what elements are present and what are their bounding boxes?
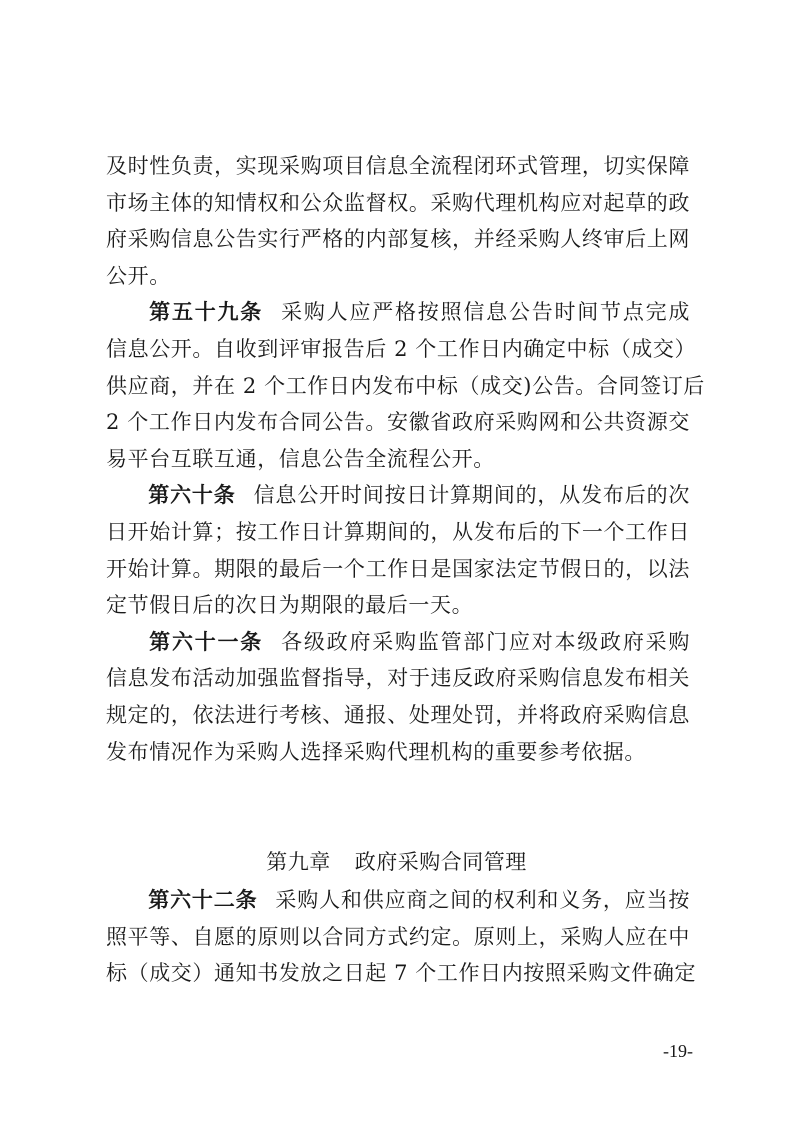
text-line: 标（成交）通知书发放之日起 7 个工作日内按照采购文件确定	[106, 961, 697, 986]
text-line: 采购人和供应商之间的权利和义务，应当按	[275, 888, 690, 912]
text-line: 日开始计算；按工作日计算期间的，从发布后的下一个工作日	[106, 519, 690, 544]
paragraph-intro	[106, 148, 690, 294]
text-line: 开始计算。期限的最后一个工作日是国家法定节假日的，以法	[106, 556, 690, 581]
text-line: 及时性负责，实现采购项目信息全流程闭环式管理，切实保障	[106, 154, 690, 178]
text-line: 发布情况作为采购人选择采购代理机构的重要参考依据。	[106, 739, 646, 764]
text-line: 易平台互联互通，信息公告全流程公开。	[106, 446, 495, 471]
chapter-heading	[0, 846, 793, 876]
article-60	[106, 477, 690, 623]
chapter-number: 第九章	[266, 850, 331, 874]
text-line: 照平等、自愿的原则以合同方式约定。原则上，采购人应在中	[106, 924, 690, 949]
text-line: 公开。	[106, 263, 171, 288]
body-text-upper	[106, 148, 705, 770]
article-62	[106, 882, 697, 992]
text-line: 信息公开时间按日计算期间的，从发布后的次	[253, 483, 691, 508]
text-line: 规定的，依法进行考核、通报、处理处罚，并将政府采购信息	[106, 702, 690, 727]
article-heading: 第六十一条	[148, 628, 264, 654]
article-heading: 第六十二条	[148, 887, 258, 912]
page-number: -19-	[663, 1041, 693, 1061]
article-heading: 第六十条	[148, 482, 236, 508]
text-line: 定节假日后的次日为期限的最后一天。	[106, 593, 474, 618]
text-line: 各级政府采购监管部门应对本级政府采购	[281, 629, 690, 654]
text-line: 采购人应严格按照信息公告时间节点完成	[281, 300, 690, 325]
article-heading: 第五十九条	[148, 299, 264, 325]
article-61	[106, 624, 690, 770]
text-line: 供应商，并在 2 个工作日内发布中标（成交)公告。合同签订后	[106, 373, 705, 398]
text-line: 府采购信息公告实行严格的内部复核，并经采购人终审后上网	[106, 227, 690, 252]
text-line: 2 个工作日内发布合同公告。安徽省政府采购网和公共资源交	[106, 410, 690, 435]
text-line: 信息发布活动加强监督指导，对于违反政府采购信息发布相关	[106, 666, 690, 691]
article-59	[106, 294, 705, 477]
text-line: 市场主体的知情权和公众监督权。采购代理机构应对起草的政	[106, 190, 690, 215]
text-line: 信息公开。自收到评审报告后 2 个工作日内确定中标（成交）	[106, 336, 697, 361]
chapter-title: 政府采购合同管理	[354, 850, 527, 874]
body-text-lower	[106, 882, 697, 992]
